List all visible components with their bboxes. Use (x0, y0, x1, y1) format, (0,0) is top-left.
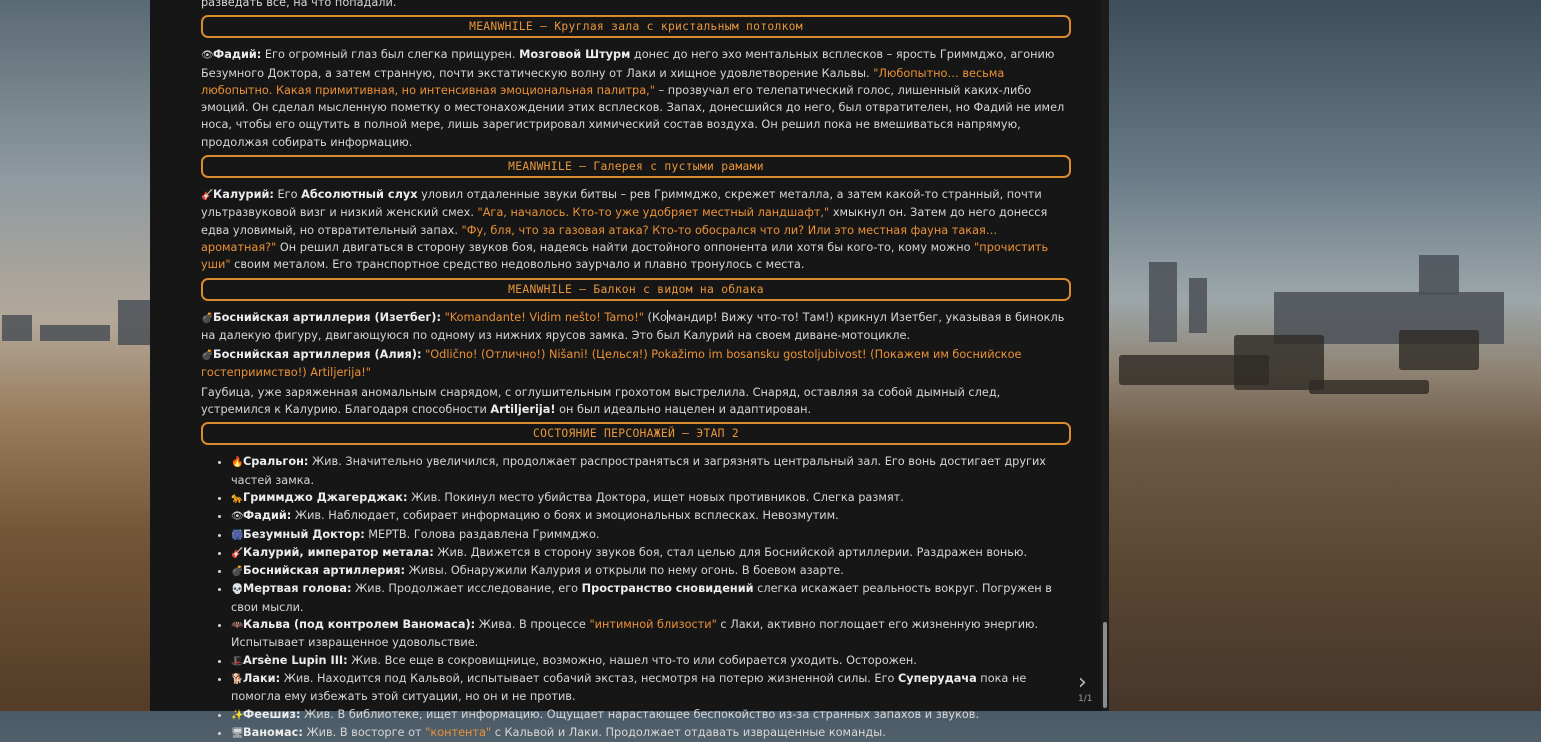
character-name: Мертвая голова: (243, 582, 352, 596)
status-text: с Кальвой и Лаки. Продолжает отдавать извращенные команды. (491, 725, 886, 739)
section-banner: MEANWHILE – Балкон с видом на облака (201, 278, 1071, 301)
list-item (231, 453, 1071, 489)
fire-icon: 🔥 (231, 457, 244, 469)
chat-panel (150, 0, 1109, 739)
skull-icon: 💀 (231, 584, 244, 596)
status-text: Жив. В восторге от (302, 725, 426, 739)
paragraph (201, 309, 1071, 345)
list-item (231, 706, 1071, 724)
character-name: Фадий: (243, 509, 292, 523)
guitar-icon: 🎸 (201, 190, 214, 202)
bomb-icon: 💣 (231, 566, 244, 578)
background-right (1109, 0, 1541, 711)
paragraph (201, 46, 1071, 151)
list-item (231, 507, 1071, 525)
status-text: МЕРТВ. Голова раздавлена Гриммджо. (364, 527, 600, 541)
status-text: Жив. Продолжает исследование, его (351, 582, 582, 596)
eye-icon: 👁 (231, 511, 244, 523)
section-banner: СОСТОЯНИЕ ПЕРСОНАЖЕЙ – ЭТАП 2 (201, 422, 1071, 445)
text-span: Его (273, 188, 302, 202)
status-text: Жив. Движется в сторону звуков боя, стал целью для Боснийской артиллерии. Раздражен вонью. (433, 545, 1028, 559)
list-item (231, 670, 1071, 706)
status-text: пока не помогла ему избежать этой ситуации, но он и не против. (231, 671, 1027, 704)
text-span: Гаубица, уже заряженная аномальным снарядом, с оглушительным грохотом выстрелила. Снаряд, оставляя за собой дымный след, устремился к Калурию. Благодаря способности (201, 385, 1001, 417)
character-name: Феешиз: (243, 707, 301, 721)
character-name: Гриммджо Джагерджак: (243, 490, 408, 504)
status-text: Жив. В библиотеке, ищет информацию. Ощущает нарастающее беспокойство из-за странных запахов и звуков. (300, 707, 980, 721)
quote-text: "контента" (425, 725, 492, 739)
quote-text: "Komandante! Vidim nešto! Tamo!" (440, 310, 644, 324)
ability-name: Суперудача (898, 671, 977, 685)
character-status-list (231, 453, 1071, 742)
scrollbar-thumb[interactable] (1103, 622, 1107, 708)
list-item (231, 616, 1071, 652)
text-span: (Ко (643, 310, 667, 324)
rubble-shape (1399, 330, 1479, 370)
scrollbar[interactable] (1101, 0, 1109, 711)
ruin-shape (40, 325, 110, 341)
character-name: Лаки: (243, 671, 281, 685)
computer-icon: 🖥 (231, 727, 244, 739)
list-item (231, 580, 1071, 616)
lead-text: разведать все, на что попадали. (201, 0, 397, 9)
paragraph (201, 346, 1071, 382)
text-span: уловил отдаленные звуки битвы – рев Гриммджо, скрежет металла, а затем какой-то странный, почти ультразвуковой визг и низкий женский смех. (201, 188, 1042, 220)
character-name: Боснийская артиллерия (Изетбег): (213, 310, 441, 324)
character-name: Arsène Lupin III: (243, 653, 348, 667)
sparkles-icon: ✨ (231, 709, 244, 721)
character-name: Ваномас: (243, 725, 303, 739)
section-banner: MEANWHILE – Круглая зала с кристальным потолком (201, 15, 1071, 38)
text-span: мандир! Вижу что-то! Там!) крикнул Изетбег, указывая в бинокль на далекую фигуру, двигающуюся по одному из нижних ярусов замка. Это был Калурий на своем диване-мотоцикле. (201, 310, 1065, 342)
character-name: Сральгон: (243, 455, 309, 469)
quote-text: "Ага, началось. Кто-то уже удобряет местный ландшафт," (477, 206, 830, 220)
eye-icon: 👁 (201, 50, 214, 62)
bomb-icon: 💣 (201, 312, 214, 324)
list-item (231, 544, 1071, 562)
bomb-icon: 💣 (201, 350, 214, 362)
ability-name: Artiljerija! (490, 403, 556, 417)
status-text: Жив. Находится под Кальвой, испытывает собачий экстаз, несмотря на потерю жизненной силы. Его (280, 671, 899, 685)
cat-icon: 🐆 (231, 492, 244, 504)
ruin-shape (1189, 278, 1207, 333)
ability-name: Абсолютный слух (301, 188, 418, 202)
status-text: Жив. Наблюдает, собирает информацию о боях и эмоциональных всплесках. Невозмутим. (291, 509, 839, 523)
character-name: Калурий: (213, 188, 274, 202)
status-text: с Лаки, активно поглощает его жизненную энергию. Испытывает извращенное удовольствие. (231, 618, 1039, 650)
quote-text: "Фу, бля, что за газовая атака? Кто-то обосрался что ли? Или это местная фауна такая… ароматная?" (201, 223, 998, 254)
list-item (231, 652, 1071, 670)
character-name: Боснийская артиллерия (Алия): (213, 348, 422, 362)
quote-text: "интимной близости" (589, 618, 717, 632)
ability-name: Мозговой Штурм (519, 48, 631, 62)
character-name: Калурий, император метала: (243, 545, 434, 559)
list-item (231, 562, 1071, 580)
dog-icon: 🐕 (231, 673, 244, 685)
text-span: своим металом. Его транспортное средство недовольно заурчало и плавно тронулось с места. (230, 258, 805, 272)
text-span: – прозвучал его телепатический голос, лишенный каких-либо эмоций. Он сделал мысленную пометку о местонахождении этих всплесков. Запах, донесшийся до него, был отвратителен, но Фадий не имел носа, чтобы его ощутить в полной мере, лишь зарегистрировал химический состав воздуха. Он решил пока не вмешиваться напрямую, продолжая собирать информацию. (201, 83, 1065, 149)
text-span: донес до него эхо ментальных всплесков – ярость Гриммджо, агонию Безумного Доктора, а затем странную, почти экстатическую волну от Лаки и хищное удовлетворение Кальвы. (201, 48, 1055, 80)
character-name: Фадий: (213, 48, 262, 62)
status-text: Жив. Покинул место убийства Доктора, ищет новых противников. Слегка размят. (407, 490, 904, 504)
message-content (201, 0, 1071, 742)
bat-icon: 🦇 (231, 620, 244, 632)
paragraph (201, 186, 1071, 273)
text-span: Его огромный глаз был слегка прищурен. (261, 48, 520, 62)
paragraph (201, 384, 1071, 419)
status-text: слегка искажает реальность вокруг. Погружен в свои мысли. (231, 582, 1052, 614)
status-text: Жива. В процессе (475, 618, 590, 632)
list-item (231, 489, 1071, 507)
ruin-shape (118, 300, 150, 345)
character-name: Кальва (под контролем Ваномаса): (243, 618, 476, 632)
character-name: Боснийская артиллерия: (243, 564, 406, 578)
background-left (0, 0, 150, 711)
ability-name: Пространство сновидений (581, 582, 754, 596)
ruin-shape (1149, 262, 1177, 342)
ruin-shape (2, 315, 32, 341)
chevron-right-icon[interactable]: › (1078, 670, 1087, 695)
text-span: хмыкнул он. Затем до него донесся едва уловимый, но отвратительный запах. (201, 206, 1048, 237)
rubble-shape (1309, 380, 1429, 394)
section-banner: MEANWHILE – Галерея с пустыми рамами (201, 155, 1071, 178)
status-text: Живы. Обнаружили Калурия и открыли по нему огонь. В боевом азарте. (405, 564, 844, 578)
firework-icon: 🎆 (231, 529, 244, 541)
guitar-icon: 🎸 (231, 547, 244, 559)
list-item (231, 724, 1071, 742)
character-name: Безумный Доктор: (243, 527, 365, 541)
status-text: Жив. Значительно увеличился, продолжает распространяться и загрязнять центральный зал. Его вонь достигает других частей замка. (231, 455, 1046, 487)
text-span: он был идеально нацелен и адаптирован. (555, 403, 812, 417)
quote-text: "Любопытно… весьма любопытно. Какая примитивная, но интенсивная эмоциональная палитра," (201, 66, 1005, 97)
top-hat-icon: 🎩 (231, 655, 244, 667)
list-item (231, 526, 1071, 544)
quote-text: "прочистить уши" (201, 240, 1049, 272)
page-counter: 1/1 (1078, 694, 1093, 704)
ruin-shape (1419, 255, 1459, 295)
quote-text: "Odlično! (Отлично!) Nišani! (Целься!) Pokažimo im bosansku gostoljubivost! (Покажем им боснийское гостеприимство!) Artiljerija!" (201, 348, 1022, 380)
text-span: Он решил двигаться в сторону звуков боя, надеясь найти достойного оппонента или хотя бы кого-то, кому можно (276, 240, 975, 254)
status-text: Жив. Все еще в сокровищнице, возможно, нашел что-то или собирается уходить. Осторожен. (347, 653, 917, 667)
